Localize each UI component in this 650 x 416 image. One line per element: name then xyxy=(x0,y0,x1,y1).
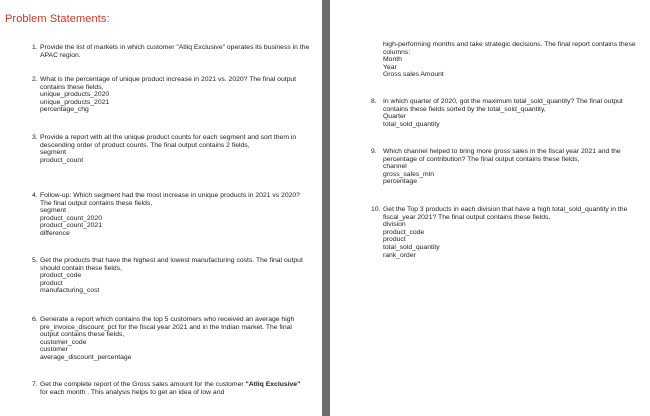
item-text: Which channel helped to bring more gross sales in the fiscal year 2021 and the percentage of contribution? The final output contains these fields, xyxy=(383,148,621,163)
document-page-left xyxy=(0,0,322,416)
list-item-7-continuation xyxy=(383,41,638,79)
item-text: Get the Top 3 products in each division that have a high total_sold_quantity in the fiscal_year 2021? The final output contains these fields, xyxy=(383,206,628,221)
item-number: 7. xyxy=(32,381,38,388)
field-name: product xyxy=(40,279,63,287)
field-name: segment xyxy=(40,149,67,157)
item-number: 5. xyxy=(32,257,38,264)
field-name: manufacturing_cost xyxy=(40,287,100,295)
item-text: Provide the list of markets in which customer "Atliq Exclusive" operates its business in the APAC region. xyxy=(40,44,310,59)
field-name: product_code xyxy=(40,272,82,280)
item-number: 10. xyxy=(371,206,381,213)
item-number: 6. xyxy=(32,316,38,323)
item-number: 3. xyxy=(32,134,38,141)
field-name: gross_sales_mln xyxy=(383,170,434,178)
item-number: 8. xyxy=(371,98,377,105)
field-name: percentage xyxy=(383,178,418,186)
field-name: Month xyxy=(383,56,402,64)
field-name: unique_products_2020 xyxy=(40,91,110,99)
item-text: What is the percentage of unique product increase in 2021 vs. 2020? The final output contains these fields, xyxy=(40,76,297,91)
field-name: product xyxy=(383,236,406,244)
item-number: 9. xyxy=(371,148,377,155)
field-name: Year xyxy=(383,63,397,71)
field-name: product_count_2020 xyxy=(40,214,102,222)
item-text: Provide a report with all the unique product counts for each segment and sort them in descending order of product counts. The final output contains 2 fields, xyxy=(40,134,297,149)
item-number: 4. xyxy=(32,192,38,199)
item-text-part: Get the complete report of the Gross sales amount for the customer xyxy=(40,381,246,388)
item-text: high-performing months and take strategic decisions. The final report contains these columns: xyxy=(383,41,636,56)
field-name: customer xyxy=(40,346,68,354)
customer-name: "Atliq Exclusive" xyxy=(245,381,301,388)
item-text: Get the products that have the highest and lowest manufacturing costs. The final output should contain these fields, xyxy=(40,257,303,272)
document-page-right xyxy=(330,0,650,416)
field-name: rank_order xyxy=(383,251,416,259)
item-text: Follow-up: Which segment had the most increase in unique products in 2021 vs 2020? The final output contains these fields, xyxy=(40,192,300,207)
field-name: Gross sales Amount xyxy=(383,71,444,79)
page-title: Problem Statements: xyxy=(5,13,110,25)
item-text: Generate a report which contains the top 5 customers who received an average high pre_invoice_discount_pct for the fiscal year 2021 and in the Indian market. The final output contains these fields, xyxy=(40,316,295,339)
field-name: channel xyxy=(383,163,407,171)
page-divider xyxy=(322,0,330,416)
item-text-part: for each month . This analysis helps to get an idea of low and xyxy=(40,388,225,396)
field-name: unique_products_2021 xyxy=(40,98,110,106)
field-name: percentage_chg xyxy=(40,106,89,114)
field-name: division xyxy=(383,221,406,229)
field-name: customer_code xyxy=(40,338,87,346)
field-name: segment xyxy=(40,207,67,215)
field-name: total_sold_quantity xyxy=(383,120,440,128)
item-text xyxy=(40,381,310,396)
item-number: 1. xyxy=(32,44,38,51)
field-name: total_sold_quantity xyxy=(383,243,440,251)
item-number: 2. xyxy=(32,76,38,83)
field-name: product_count xyxy=(40,156,84,164)
field-name: difference xyxy=(40,229,70,237)
field-name: product_count_2021 xyxy=(40,222,102,230)
item-text: In which quarter of 2020, got the maximum total_sold_quantity? The final output contains these fields sorted by the total_sold_quantity, xyxy=(383,98,623,113)
field-name: Quarter xyxy=(383,113,407,121)
field-name: product_code xyxy=(383,228,425,236)
field-name: average_discount_percentage xyxy=(40,353,132,361)
